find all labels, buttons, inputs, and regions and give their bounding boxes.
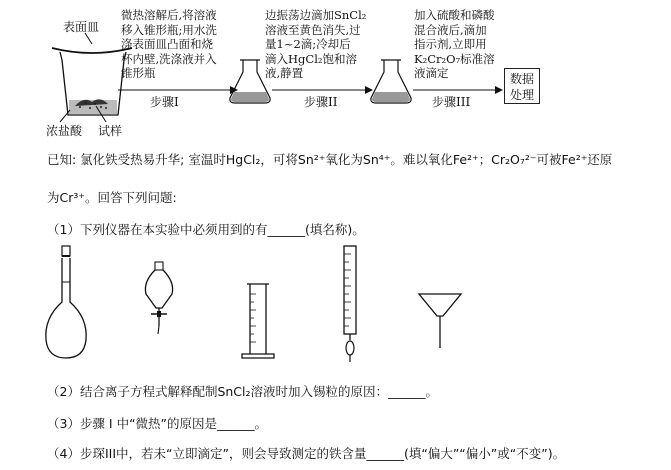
volumetric-flask-icon bbox=[46, 246, 86, 358]
step3-label: 步骤III bbox=[432, 95, 471, 109]
step2-label: 步骤II bbox=[304, 95, 338, 109]
step3-line: 混合液后,滴加 bbox=[414, 22, 487, 37]
burette-icon bbox=[344, 246, 356, 362]
flask-2-icon bbox=[371, 60, 411, 103]
step2-line: 溶液至黄色消失,过 bbox=[265, 22, 361, 37]
step2-line: 量1~2滴;冷却后 bbox=[265, 37, 351, 51]
question-2: （2）结合离子方程式解释配制SnCl₂溶液时加入锡粒的原因：______。 bbox=[47, 384, 439, 399]
question-1: （1）下列仪器在本实验中必须用到的有______(填名称)。 bbox=[47, 222, 365, 237]
instruments-row bbox=[0, 244, 671, 374]
watch-glass-icon bbox=[52, 48, 132, 53]
separatory-funnel-icon bbox=[145, 262, 172, 334]
step1-line: 杯内壁,洗涤液并入 bbox=[121, 51, 217, 66]
step1-line: 锥形瓶 bbox=[121, 66, 156, 80]
step1-line: 涤表面皿凸面和烧 bbox=[121, 37, 213, 51]
step2-line: 滴入HgCl₂饱和溶 bbox=[265, 51, 357, 66]
funnel-icon bbox=[419, 294, 461, 348]
known-line-1: 已知: 氯化铁受热易升华; 室温时HgCl₂，可将Sn²⁺氧化为Sn⁴⁺。难以氧化Fe²⁺；Cr₂O₇²⁻可被Fe²⁺还原 bbox=[47, 152, 613, 167]
step3-line: 指示剂,立即用 bbox=[414, 37, 487, 51]
sample-label: 试样 bbox=[98, 124, 123, 138]
question-3: （3）步骤 I 中“微热”的原因是______。 bbox=[47, 416, 268, 431]
data-processing-box: 数据 处理 bbox=[504, 68, 540, 104]
step1-description bbox=[121, 8, 241, 81]
question-4: （4）步琛III中，若未“立即滴定”，则会导致测定的铁含量______(填“偏大”“偏小”或“不变”)。 bbox=[47, 446, 566, 461]
acid-label: 浓盐酸 bbox=[46, 124, 83, 138]
step1-label: 步骤I bbox=[150, 95, 179, 109]
step1-line: 微热溶解后,将溶液 bbox=[121, 8, 217, 22]
graduated-cylinder-icon bbox=[242, 284, 274, 358]
dish-label: 表面皿 bbox=[63, 20, 100, 34]
step3-line: 液滴定 bbox=[414, 66, 449, 80]
step3-line: 加入硫酸和磷酸 bbox=[414, 8, 495, 22]
step2-line: 液,静置 bbox=[265, 66, 304, 80]
known-line-2: 为Cr³⁺。回答下列问题: bbox=[47, 190, 177, 205]
step3-line: K₂Cr₂O₇标准溶 bbox=[414, 51, 495, 66]
step1-line: 移入锥形瓶;用水洗 bbox=[121, 22, 217, 37]
step3-description bbox=[414, 8, 514, 81]
step2-line: 边振荡边滴加SnCl₂ bbox=[265, 8, 367, 22]
step2-description bbox=[265, 8, 375, 81]
